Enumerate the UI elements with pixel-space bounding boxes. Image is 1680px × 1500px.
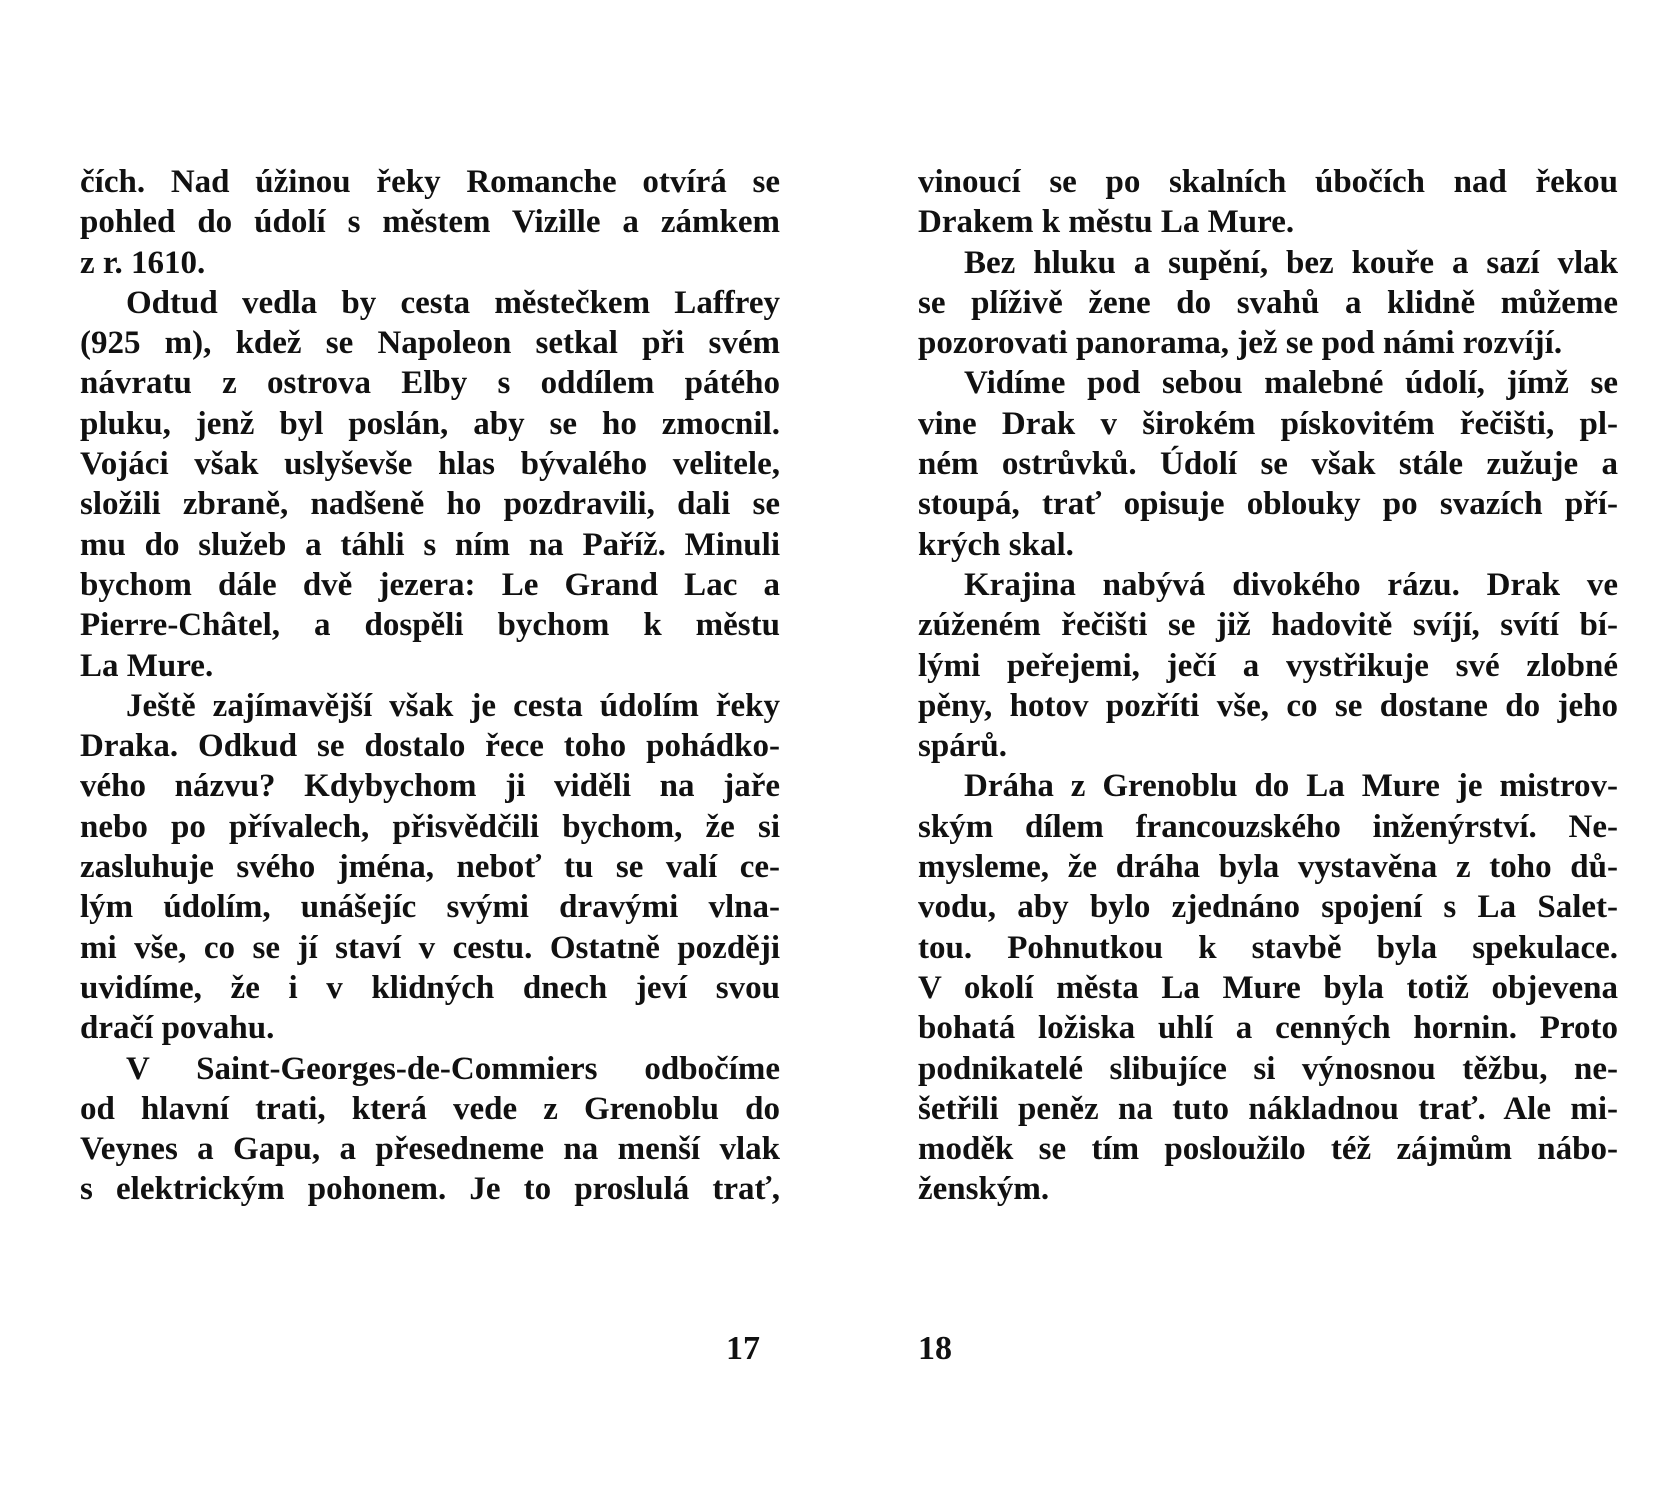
text-line: zasluhuje svého jména, neboť tu se valí ce- bbox=[80, 849, 780, 886]
paragraph bbox=[80, 162, 780, 283]
text-line: vine Drak v širokém pískovitém řečišti, pl- bbox=[918, 405, 1618, 442]
text-line: mu do služeb a táhli s ním na Paříž. Minuli bbox=[80, 526, 780, 563]
text-line: mi vše, co se jí staví v cestu. Ostatně později bbox=[80, 929, 780, 966]
paragraph bbox=[918, 766, 1618, 1209]
text-line: čích. Nad úžinou řeky Romanche otvírá se bbox=[80, 164, 780, 200]
text-line: Vidíme pod sebou malebné údolí, jímž se bbox=[964, 365, 1618, 402]
text-line: složili zbraně, nadšeně ho pozdravili, dali se bbox=[80, 486, 780, 523]
paragraph bbox=[80, 283, 780, 686]
text-line: vého názvu? Kdybychom ji viděli na jaře bbox=[80, 768, 780, 805]
text-line: bychom dále dvě jezera: Le Grand Lac a bbox=[80, 566, 780, 603]
text-line: pozorovati panorama, jež se pod námi rozvíjí. bbox=[918, 325, 1563, 362]
text-line: pěny, hotov pozříti vše, co se dostane do jeho bbox=[918, 687, 1618, 724]
paragraph bbox=[918, 243, 1618, 364]
text-line: tou. Pohnutkou k stavbě byla spekulace. bbox=[918, 929, 1618, 966]
text-line: podnikatelé slibujíce si výnosnou těžbu, ne- bbox=[918, 1050, 1618, 1087]
text-line: Vojáci však uslyševše hlas bývalého velitele, bbox=[80, 446, 780, 483]
text-line: Krajina nabývá divokého rázu. Drak ve bbox=[964, 566, 1618, 603]
text-line: ném ostrůvků. Údolí se však stále zužuje a bbox=[918, 446, 1618, 483]
paragraph bbox=[918, 162, 1618, 243]
text-line: šetřili peněz na tuto nákladnou trať. Ale mi- bbox=[918, 1090, 1618, 1127]
paragraph bbox=[80, 1049, 780, 1210]
text-line: nebo po přívalech, přisvědčili bychom, že si bbox=[80, 808, 780, 845]
text-line: s elektrickým pohonem. Je to proslulá trať, bbox=[80, 1171, 780, 1208]
text-line: Ještě zajímavější však je cesta údolím řeky bbox=[126, 687, 780, 724]
page-number-right: 18 bbox=[918, 1330, 952, 1367]
text-line: vodu, aby bylo zjednáno spojení s La Salet- bbox=[918, 889, 1618, 926]
text-line: pohled do údolí s městem Vizille a zámkem bbox=[80, 204, 780, 241]
text-line: dračí povahu. bbox=[80, 1010, 275, 1047]
text-line: stoupá, trať opisuje oblouky po svazích pří- bbox=[918, 486, 1618, 523]
page-number-left: 17 bbox=[726, 1330, 760, 1367]
left-page bbox=[80, 162, 780, 1210]
text-line: Dráha z Grenoblu do La Mure je mistrov- bbox=[964, 768, 1618, 805]
text-line: z r. 1610. bbox=[80, 244, 206, 281]
right-page bbox=[918, 162, 1618, 1210]
text-line: spárů. bbox=[918, 728, 1007, 765]
text-line: krých skal. bbox=[918, 526, 1074, 563]
text-line: Drakem k městu La Mure. bbox=[918, 204, 1295, 241]
text-line: Pierre-Châtel, a dospěli bychom k městu bbox=[80, 607, 780, 644]
text-line: mysleme, že dráha byla vystavěna z toho dů- bbox=[918, 849, 1618, 886]
paragraph bbox=[918, 565, 1618, 766]
paragraph bbox=[80, 686, 780, 1049]
text-line: moděk se tím posloužilo též zájmům nábo- bbox=[918, 1131, 1618, 1168]
text-line: ženským. bbox=[918, 1171, 1050, 1208]
text-line: vinoucí se po skalních úbočích nad řekou bbox=[918, 164, 1618, 200]
text-line: pluku, jenž byl poslán, aby se ho zmocnil. bbox=[80, 405, 780, 442]
paragraph bbox=[918, 363, 1618, 564]
text-line: Bez hluku a supění, bez kouře a sazí vlak bbox=[964, 244, 1618, 281]
text-line: zúženém řečišti se již hadovitě svíjí, svítí bí- bbox=[918, 607, 1618, 644]
text-line: od hlavní trati, která vede z Grenoblu do bbox=[80, 1090, 780, 1127]
text-line: lými peřejemi, ječí a vystřikuje své zlobné bbox=[918, 647, 1618, 684]
text-line: uvidíme, že i v klidných dnech jeví svou bbox=[80, 969, 780, 1006]
text-line: V Saint-Georges-de-Commiers odbočíme bbox=[126, 1050, 780, 1087]
text-line: Draka. Odkud se dostalo řece toho pohádko- bbox=[80, 728, 780, 765]
text-line: V okolí města La Mure byla totiž objevena bbox=[918, 969, 1618, 1006]
text-line: La Mure. bbox=[80, 647, 214, 684]
text-line: ským dílem francouzského inženýrství. Ne- bbox=[918, 808, 1618, 845]
text-line: lým údolím, unášejíc svými dravými vlna- bbox=[80, 889, 780, 926]
text-line: návratu z ostrova Elby s oddílem pátého bbox=[80, 365, 780, 402]
text-line: bohatá ložiska uhlí a cenných hornin. Proto bbox=[918, 1010, 1618, 1047]
text-line: Veynes a Gapu, a přesedneme na menší vlak bbox=[80, 1131, 780, 1168]
text-line: (925 m), kdež se Napoleon setkal při svém bbox=[80, 325, 780, 362]
text-line: Odtud vedla by cesta městečkem Laffrey bbox=[126, 284, 780, 321]
text-line: se plíživě žene do svahů a klidně můžeme bbox=[918, 284, 1618, 321]
